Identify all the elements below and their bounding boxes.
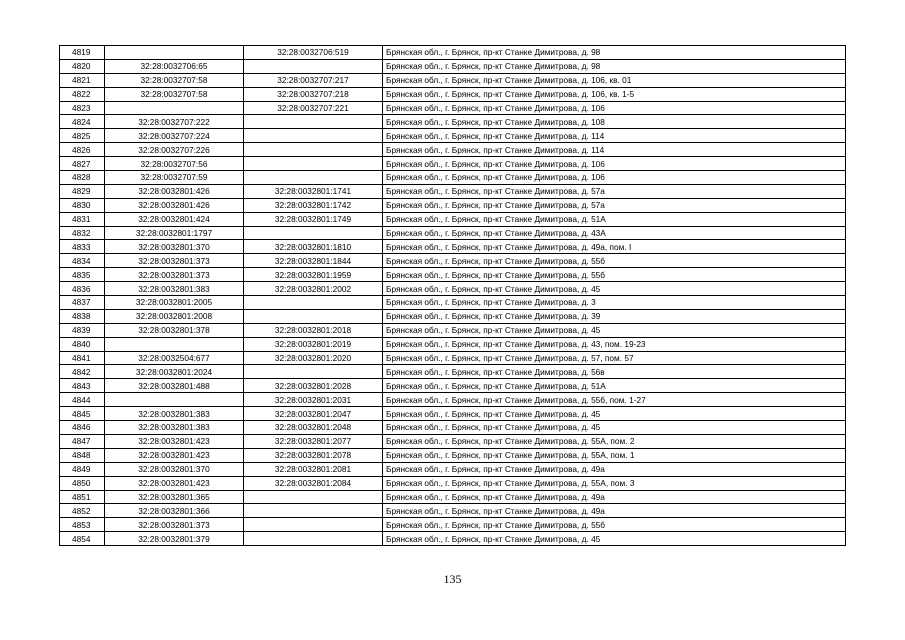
row-number-cell: 4850 <box>60 476 105 490</box>
address-cell: Брянская обл., г. Брянск, пр-кт Станке Димитрова, д. 106, кв. 01 <box>383 73 846 87</box>
table-row <box>60 101 846 115</box>
table-row <box>60 379 846 393</box>
table-row <box>60 421 846 435</box>
address-cell: Брянская обл., г. Брянск, пр-кт Станке Димитрова, д. 55б <box>383 254 846 268</box>
table-row <box>60 448 846 462</box>
address-cell: Брянская обл., г. Брянск, пр-кт Станке Димитрова, д. 98 <box>383 46 846 60</box>
address-cell: Брянская обл., г. Брянск, пр-кт Станке Димитрова, д. 45 <box>383 532 846 546</box>
cadastral-number-cell: 32:28:0032801:366 <box>105 504 244 518</box>
row-number-cell: 4842 <box>60 365 105 379</box>
row-number-cell: 4825 <box>60 129 105 143</box>
cadastral-number-cell: 32:28:0032801:383 <box>105 421 244 435</box>
object-cadastral-number-cell <box>244 115 383 129</box>
table-row <box>60 407 846 421</box>
address-cell: Брянская обл., г. Брянск, пр-кт Станке Димитрова, д. 55б <box>383 518 846 532</box>
cadastral-number-cell: 32:28:0032801:423 <box>105 448 244 462</box>
table-row <box>60 337 846 351</box>
table-row <box>60 212 846 226</box>
object-cadastral-number-cell: 32:28:0032801:2047 <box>244 407 383 421</box>
page-number: 135 <box>443 572 462 586</box>
object-cadastral-number-cell: 32:28:0032801:1741 <box>244 184 383 198</box>
table-row <box>60 268 846 282</box>
object-cadastral-number-cell: 32:28:0032801:2084 <box>244 476 383 490</box>
address-cell: Брянская обл., г. Брянск, пр-кт Станке Димитрова, д. 57, пом. 57 <box>383 351 846 365</box>
address-cell: Брянская обл., г. Брянск, пр-кт Станке Димитрова, д. 55б, пом. 1-27 <box>383 393 846 407</box>
table-row <box>60 254 846 268</box>
address-cell: Брянская обл., г. Брянск, пр-кт Станке Димитрова, д. 114 <box>383 143 846 157</box>
address-cell: Брянская обл., г. Брянск, пр-кт Станке Димитрова, д. 106 <box>383 101 846 115</box>
cadastral-number-cell: 32:28:0032801:373 <box>105 254 244 268</box>
object-cadastral-number-cell <box>244 365 383 379</box>
cadastral-number-cell: 32:28:0032801:373 <box>105 268 244 282</box>
table-row <box>60 296 846 310</box>
cadastral-number-cell: 32:28:0032801:423 <box>105 476 244 490</box>
row-number-cell: 4838 <box>60 309 105 323</box>
address-cell: Брянская обл., г. Брянск, пр-кт Станке Димитрова, д. 98 <box>383 59 846 73</box>
table-row <box>60 115 846 129</box>
cadastral-number-cell <box>105 101 244 115</box>
object-cadastral-number-cell: 32:28:0032707:221 <box>244 101 383 115</box>
address-cell: Брянская обл., г. Брянск, пр-кт Станке Димитрова, д. 51А <box>383 212 846 226</box>
object-cadastral-number-cell <box>244 171 383 185</box>
object-cadastral-number-cell: 32:28:0032801:1742 <box>244 198 383 212</box>
object-cadastral-number-cell <box>244 143 383 157</box>
object-cadastral-number-cell <box>244 518 383 532</box>
cadastral-number-cell: 32:28:0032801:365 <box>105 490 244 504</box>
row-number-cell: 4822 <box>60 87 105 101</box>
cadastral-number-cell: 32:28:0032801:373 <box>105 518 244 532</box>
cadastral-number-cell <box>105 393 244 407</box>
address-cell: Брянская обл., г. Брянск, пр-кт Станке Димитрова, д. 49а <box>383 490 846 504</box>
object-cadastral-number-cell <box>244 532 383 546</box>
table-row <box>60 532 846 546</box>
object-cadastral-number-cell: 32:28:0032707:217 <box>244 73 383 87</box>
object-cadastral-number-cell: 32:28:0032801:2020 <box>244 351 383 365</box>
table-row <box>60 184 846 198</box>
address-cell: Брянская обл., г. Брянск, пр-кт Станке Димитрова, д. 56в <box>383 365 846 379</box>
row-number-cell: 4828 <box>60 171 105 185</box>
cadastral-number-cell: 32:28:0032801:379 <box>105 532 244 546</box>
address-cell: Брянская обл., г. Брянск, пр-кт Станке Димитрова, д. 39 <box>383 309 846 323</box>
address-cell: Брянская обл., г. Брянск, пр-кт Станке Димитрова, д. 57а <box>383 198 846 212</box>
row-number-cell: 4837 <box>60 296 105 310</box>
object-cadastral-number-cell <box>244 157 383 171</box>
row-number-cell: 4830 <box>60 198 105 212</box>
table-row <box>60 462 846 476</box>
table-row <box>60 282 846 296</box>
object-cadastral-number-cell <box>244 226 383 240</box>
object-cadastral-number-cell: 32:28:0032801:2048 <box>244 421 383 435</box>
object-cadastral-number-cell: 32:28:0032801:2018 <box>244 323 383 337</box>
row-number-cell: 4823 <box>60 101 105 115</box>
table-row <box>60 73 846 87</box>
cadastral-number-cell: 32:28:0032504:677 <box>105 351 244 365</box>
address-cell: Брянская обл., г. Брянск, пр-кт Станке Димитрова, д. 45 <box>383 323 846 337</box>
address-cell: Брянская обл., г. Брянск, пр-кт Станке Димитрова, д. 55б <box>383 268 846 282</box>
object-cadastral-number-cell: 32:28:0032801:1844 <box>244 254 383 268</box>
row-number-cell: 4851 <box>60 490 105 504</box>
cadastral-number-cell: 32:28:0032707:224 <box>105 129 244 143</box>
object-cadastral-number-cell <box>244 296 383 310</box>
address-cell: Брянская обл., г. Брянск, пр-кт Станке Димитрова, д. 49а, пом. I <box>383 240 846 254</box>
cadastral-number-cell: 32:28:0032801:370 <box>105 240 244 254</box>
cadastral-number-cell <box>105 46 244 60</box>
row-number-cell: 4846 <box>60 421 105 435</box>
row-number-cell: 4847 <box>60 434 105 448</box>
registry-table <box>59 45 846 546</box>
address-cell: Брянская обл., г. Брянск, пр-кт Станке Димитрова, д. 55А, пом. 3 <box>383 476 846 490</box>
address-cell: Брянская обл., г. Брянск, пр-кт Станке Димитрова, д. 55А, пом. 1 <box>383 448 846 462</box>
row-number-cell: 4820 <box>60 59 105 73</box>
object-cadastral-number-cell: 32:28:0032801:2002 <box>244 282 383 296</box>
table-row <box>60 59 846 73</box>
address-cell: Брянская обл., г. Брянск, пр-кт Станке Димитрова, д. 57а <box>383 184 846 198</box>
row-number-cell: 4835 <box>60 268 105 282</box>
object-cadastral-number-cell: 32:28:0032801:2081 <box>244 462 383 476</box>
row-number-cell: 4854 <box>60 532 105 546</box>
row-number-cell: 4821 <box>60 73 105 87</box>
object-cadastral-number-cell <box>244 490 383 504</box>
object-cadastral-number-cell: 32:28:0032801:1749 <box>244 212 383 226</box>
table-row <box>60 393 846 407</box>
address-cell: Брянская обл., г. Брянск, пр-кт Станке Димитрова, д. 43, пом. 19-23 <box>383 337 846 351</box>
cadastral-number-cell: 32:28:0032707:58 <box>105 87 244 101</box>
table-row <box>60 351 846 365</box>
row-number-cell: 4841 <box>60 351 105 365</box>
cadastral-number-cell: 32:28:0032801:423 <box>105 434 244 448</box>
table-row <box>60 143 846 157</box>
address-cell: Брянская обл., г. Брянск, пр-кт Станке Димитрова, д. 106 <box>383 157 846 171</box>
table-row <box>60 46 846 60</box>
row-number-cell: 4819 <box>60 46 105 60</box>
cadastral-number-cell: 32:28:0032801:488 <box>105 379 244 393</box>
row-number-cell: 4833 <box>60 240 105 254</box>
row-number-cell: 4834 <box>60 254 105 268</box>
cadastral-number-cell: 32:28:0032801:2024 <box>105 365 244 379</box>
row-number-cell: 4829 <box>60 184 105 198</box>
cadastral-number-cell: 32:28:0032707:58 <box>105 73 244 87</box>
cadastral-number-cell <box>105 337 244 351</box>
cadastral-number-cell: 32:28:0032801:2008 <box>105 309 244 323</box>
address-cell: Брянская обл., г. Брянск, пр-кт Станке Димитрова, д. 45 <box>383 421 846 435</box>
row-number-cell: 4849 <box>60 462 105 476</box>
object-cadastral-number-cell <box>244 129 383 143</box>
row-number-cell: 4832 <box>60 226 105 240</box>
table-row <box>60 365 846 379</box>
row-number-cell: 4839 <box>60 323 105 337</box>
cadastral-number-cell: 32:28:0032706:65 <box>105 59 244 73</box>
object-cadastral-number-cell: 32:28:0032801:2031 <box>244 393 383 407</box>
row-number-cell: 4853 <box>60 518 105 532</box>
address-cell: Брянская обл., г. Брянск, пр-кт Станке Димитрова, д. 106, кв. 1-5 <box>383 87 846 101</box>
cadastral-number-cell: 32:28:0032801:426 <box>105 198 244 212</box>
object-cadastral-number-cell <box>244 504 383 518</box>
cadastral-number-cell: 32:28:0032707:59 <box>105 171 244 185</box>
row-number-cell: 4827 <box>60 157 105 171</box>
cadastral-number-cell: 32:28:0032801:426 <box>105 184 244 198</box>
object-cadastral-number-cell <box>244 59 383 73</box>
table-row <box>60 171 846 185</box>
table-row <box>60 476 846 490</box>
cadastral-number-cell: 32:28:0032707:56 <box>105 157 244 171</box>
object-cadastral-number-cell: 32:28:0032801:1959 <box>244 268 383 282</box>
object-cadastral-number-cell: 32:28:0032801:1810 <box>244 240 383 254</box>
address-cell: Брянская обл., г. Брянск, пр-кт Станке Димитрова, д. 106 <box>383 171 846 185</box>
table-row <box>60 226 846 240</box>
row-number-cell: 4845 <box>60 407 105 421</box>
row-number-cell: 4843 <box>60 379 105 393</box>
object-cadastral-number-cell: 32:28:0032801:2028 <box>244 379 383 393</box>
cadastral-number-cell: 32:28:0032707:226 <box>105 143 244 157</box>
address-cell: Брянская обл., г. Брянск, пр-кт Станке Димитрова, д. 45 <box>383 282 846 296</box>
row-number-cell: 4831 <box>60 212 105 226</box>
cadastral-number-cell: 32:28:0032801:2005 <box>105 296 244 310</box>
row-number-cell: 4840 <box>60 337 105 351</box>
cadastral-number-cell: 32:28:0032801:424 <box>105 212 244 226</box>
object-cadastral-number-cell: 32:28:0032801:2078 <box>244 448 383 462</box>
row-number-cell: 4844 <box>60 393 105 407</box>
table-row <box>60 240 846 254</box>
row-number-cell: 4836 <box>60 282 105 296</box>
object-cadastral-number-cell: 32:28:0032801:2019 <box>244 337 383 351</box>
cadastral-number-cell: 32:28:0032801:383 <box>105 407 244 421</box>
address-cell: Брянская обл., г. Брянск, пр-кт Станке Димитрова, д. 49а <box>383 462 846 476</box>
row-number-cell: 4826 <box>60 143 105 157</box>
registry-table-body <box>60 46 846 546</box>
object-cadastral-number-cell <box>244 309 383 323</box>
address-cell: Брянская обл., г. Брянск, пр-кт Станке Димитрова, д. 43А <box>383 226 846 240</box>
address-cell: Брянская обл., г. Брянск, пр-кт Станке Димитрова, д. 49а <box>383 504 846 518</box>
table-row <box>60 490 846 504</box>
table-row <box>60 309 846 323</box>
address-cell: Брянская обл., г. Брянск, пр-кт Станке Димитрова, д. 3 <box>383 296 846 310</box>
cadastral-number-cell: 32:28:0032801:1797 <box>105 226 244 240</box>
table-row <box>60 323 846 337</box>
address-cell: Брянская обл., г. Брянск, пр-кт Станке Димитрова, д. 55А, пом. 2 <box>383 434 846 448</box>
address-cell: Брянская обл., г. Брянск, пр-кт Станке Димитрова, д. 114 <box>383 129 846 143</box>
cadastral-number-cell: 32:28:0032801:370 <box>105 462 244 476</box>
table-row <box>60 504 846 518</box>
cadastral-number-cell: 32:28:0032801:378 <box>105 323 244 337</box>
table-row <box>60 87 846 101</box>
table-row <box>60 434 846 448</box>
address-cell: Брянская обл., г. Брянск, пр-кт Станке Димитрова, д. 108 <box>383 115 846 129</box>
cadastral-number-cell: 32:28:0032801:383 <box>105 282 244 296</box>
object-cadastral-number-cell: 32:28:0032707:218 <box>244 87 383 101</box>
address-cell: Брянская обл., г. Брянск, пр-кт Станке Димитрова, д. 51А <box>383 379 846 393</box>
object-cadastral-number-cell: 32:28:0032706:519 <box>244 46 383 60</box>
row-number-cell: 4824 <box>60 115 105 129</box>
table-row <box>60 129 846 143</box>
table-row <box>60 157 846 171</box>
row-number-cell: 4848 <box>60 448 105 462</box>
table-row <box>60 198 846 212</box>
cadastral-number-cell: 32:28:0032707:222 <box>105 115 244 129</box>
object-cadastral-number-cell: 32:28:0032801:2077 <box>244 434 383 448</box>
table-row <box>60 518 846 532</box>
address-cell: Брянская обл., г. Брянск, пр-кт Станке Димитрова, д. 45 <box>383 407 846 421</box>
row-number-cell: 4852 <box>60 504 105 518</box>
